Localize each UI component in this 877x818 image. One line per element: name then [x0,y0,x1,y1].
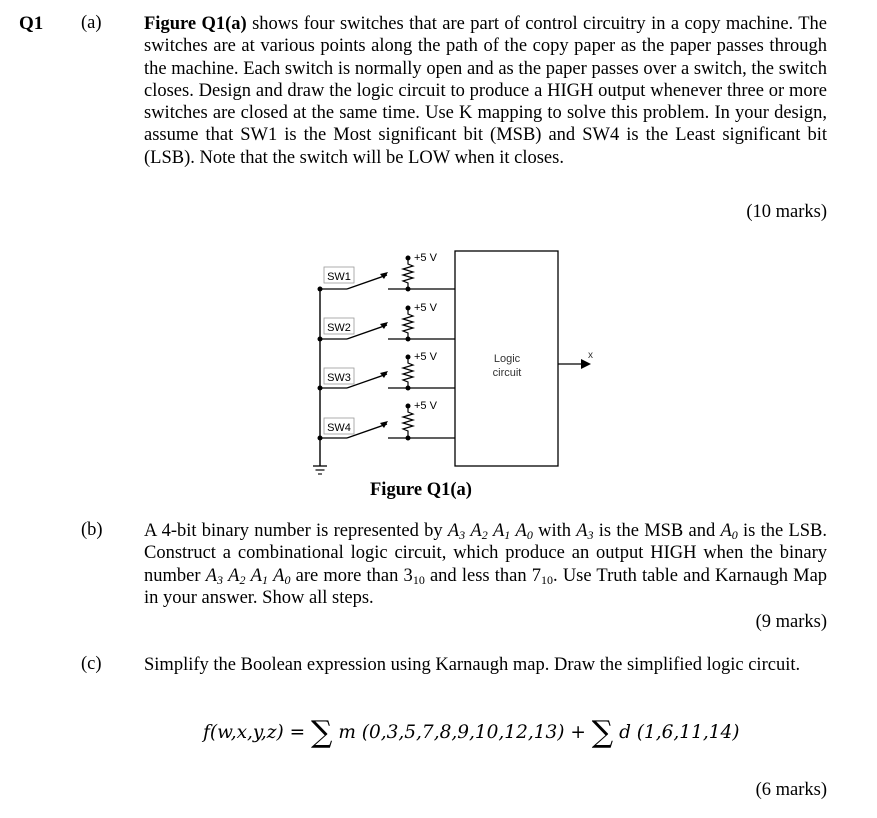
var-a1-2: A [250,565,262,586]
part-a-figure-ref: Figure Q1(a) [144,14,247,34]
sw2-label: SW2 [327,322,351,334]
sub-3-2: 3 [217,572,223,587]
part-b-label: (b) [81,520,103,540]
var-a2-2: A [228,565,240,586]
sub-2: 2 [481,528,488,542]
figure-caption: Figure Q1(a) [370,480,472,500]
sub-1-2: 1 [261,572,268,587]
var-a2: A [470,521,482,541]
sub-3: 3 [459,528,466,542]
sw1-label: SW1 [327,271,351,283]
var-a3-msb: A [576,521,588,541]
var-a1: A [492,521,505,541]
part-b-text-5: are more than 3 [290,565,413,586]
part-b-text-4: is the LSB. Construct a combinational logic circuit, which produce an output HIGH when the binary number [144,521,828,586]
dont-cares: d (1,6,11,14) [619,722,740,743]
part-a-text [144,13,827,169]
part-c-label: (c) [81,654,102,674]
block-label-line1: Logic [493,353,521,365]
sub-0-2: 0 [284,572,291,587]
part-a-label: (a) [81,13,102,33]
boolean-expression [203,715,740,750]
base-10-a: 10 [412,572,425,587]
sub-0: 0 [526,528,533,542]
sub-0-lsb: 0 [731,528,738,542]
sub-2-2: 2 [239,572,246,587]
supply-label-3: +5 V [414,351,437,363]
part-b-text-3: is the MSB and [593,521,721,541]
supply-label-4: +5 V [414,400,437,412]
part-a-marks: (10 marks) [746,202,827,222]
sw4-label: SW4 [327,422,351,434]
part-b-text [144,520,827,609]
supply-label-1: +5 V [414,252,437,264]
part-c-text: Simplify the Boolean expression using Karnaugh map. Draw the simplified logic circuit. [144,655,801,675]
var-a0: A [515,521,527,541]
var-a3-2: A [205,565,217,586]
part-b-marks: (9 marks) [755,612,827,632]
sw3-label: SW3 [327,372,351,384]
sub-3-msb: 3 [587,528,594,542]
var-a3: A [447,521,460,541]
var-a0-lsb: A [720,521,732,541]
part-a-body: shows four switches that are part of control circuitry in a copy machine. The switches are at various points along the path of the copy paper as the paper passes through the machine. Each switch is normally open and as the paper passes over a switch, the switch closes. Design and draw the logic circuit to produce a HIGH output whenever three or more switches are closed at the same time. Use K mapping to solve this problem. In your design, assume that SW1 is the Most significant bit (MSB) and SW4 is the Least significant bit (LSB). Note that the switch will be LOW when it closes. [144,14,827,168]
figure-q1a-circuit [300,238,610,478]
part-b-text-6: and less than 7 [424,565,542,586]
function-lhs: f(w,x,y,z) = [203,722,312,743]
supply-label-2: +5 V [414,302,437,314]
part-b-text-2: with [532,521,577,541]
var-a0-2: A [273,565,285,586]
minterms: m (0,3,5,7,8,9,10,12,13) + [338,722,592,743]
block-label-line2: circuit [492,367,522,379]
output-label: x [588,350,593,361]
question-number: Q1 [19,13,44,34]
logic-circuit-block [455,251,558,466]
sub-1: 1 [504,528,511,542]
base-10-b: 10 [541,572,554,587]
part-b-text-1: A 4-bit binary number is represented by [144,521,448,541]
part-c-marks: (6 marks) [755,780,827,800]
part-b-text-7: . Use Truth table and Karnaugh Map in your answer. Show all steps. [144,565,828,608]
sigma-minterms: ∑ [311,715,333,750]
sigma-dontcares: ∑ [591,715,614,750]
